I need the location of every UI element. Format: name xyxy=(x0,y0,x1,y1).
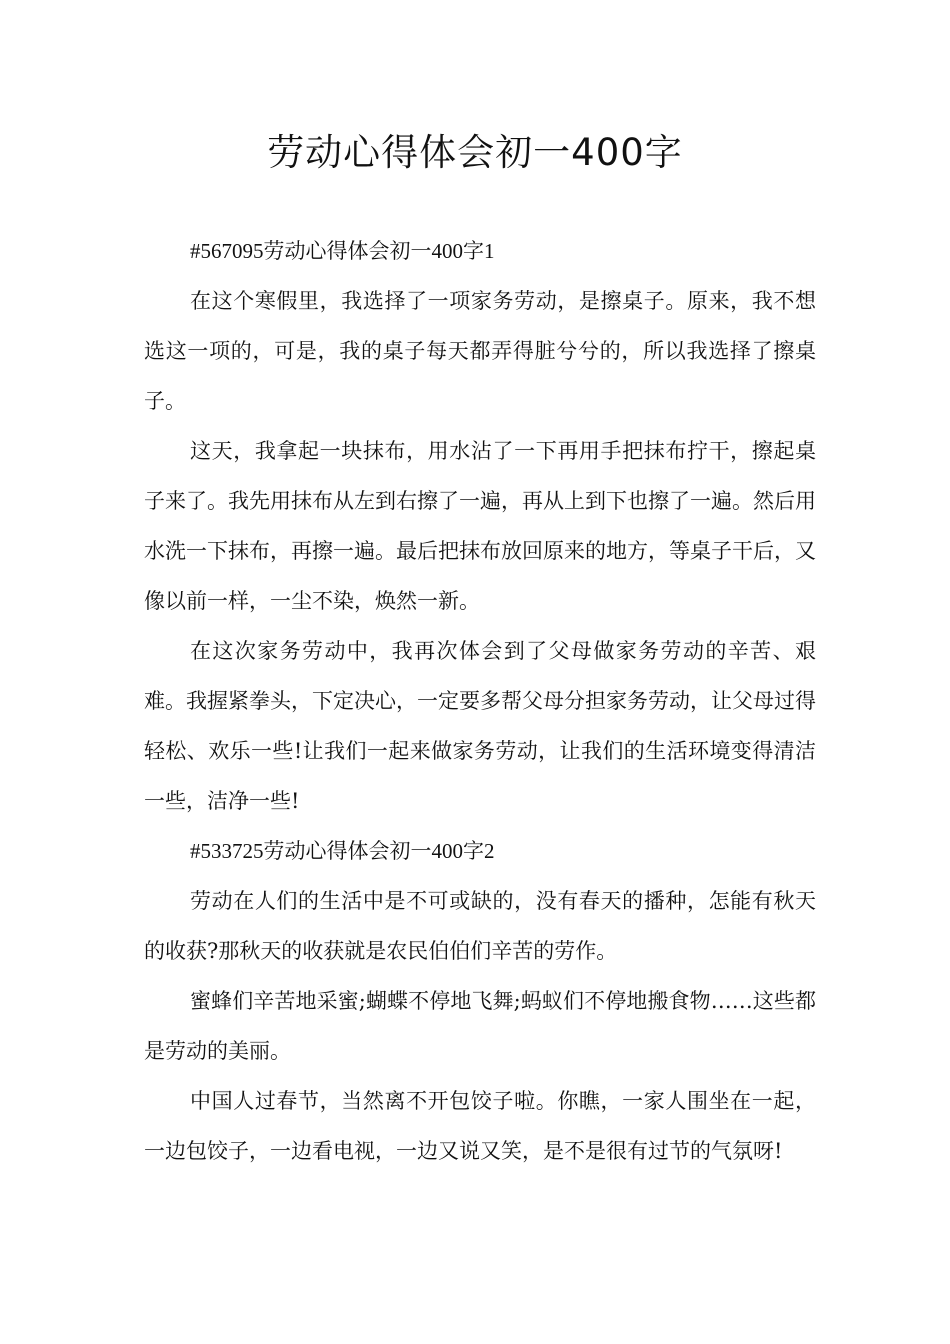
document-body xyxy=(144,226,816,1176)
paragraph: 劳动在人们的生活中是不可或缺的，没有春天的播种，怎能有秋天的收获?那秋天的收获就是农民伯伯们辛苦的劳作。 xyxy=(144,889,816,963)
section-heading-2: #533725劳动心得体会初一400字2 xyxy=(190,839,495,863)
paragraph: 在这个寒假里，我选择了一项家务劳动，是擦桌子。原来，我不想选这一项的，可是，我的桌子每天都弄得脏兮兮的，所以我选择了擦桌子。 xyxy=(144,289,816,413)
paragraph: 在这次家务劳动中，我再次体会到了父母做家务劳动的辛苦、艰难。我握紧拳头，下定决心，一定要多帮父母分担家务劳动，让父母过得轻松、欢乐一些!让我们一起来做家务劳动，让我们的生活环境变得清洁一些，洁净一些! xyxy=(144,639,816,813)
paragraph: 蜜蜂们辛苦地采蜜;蝴蝶不停地飞舞;蚂蚁们不停地搬食物……这些都是劳动的美丽。 xyxy=(144,989,816,1063)
section-heading-1: #567095劳动心得体会初一400字1 xyxy=(190,239,495,263)
document-title: 劳动心得体会初一400字 xyxy=(267,131,683,174)
paragraph: 中国人过春节，当然离不开包饺子啦。你瞧，一家人围坐在一起，一边包饺子，一边看电视，一边又说又笑，是不是很有过节的气氛呀! xyxy=(144,1089,816,1163)
paragraph: 这天，我拿起一块抹布，用水沾了一下再用手把抹布拧干，擦起桌子来了。我先用抹布从左到右擦了一遍，再从上到下也擦了一遍。然后用水洗一下抹布，再擦一遍。最后把抹布放回原来的地方，等桌子干后，又像以前一样，一尘不染，焕然一新。 xyxy=(144,439,816,613)
